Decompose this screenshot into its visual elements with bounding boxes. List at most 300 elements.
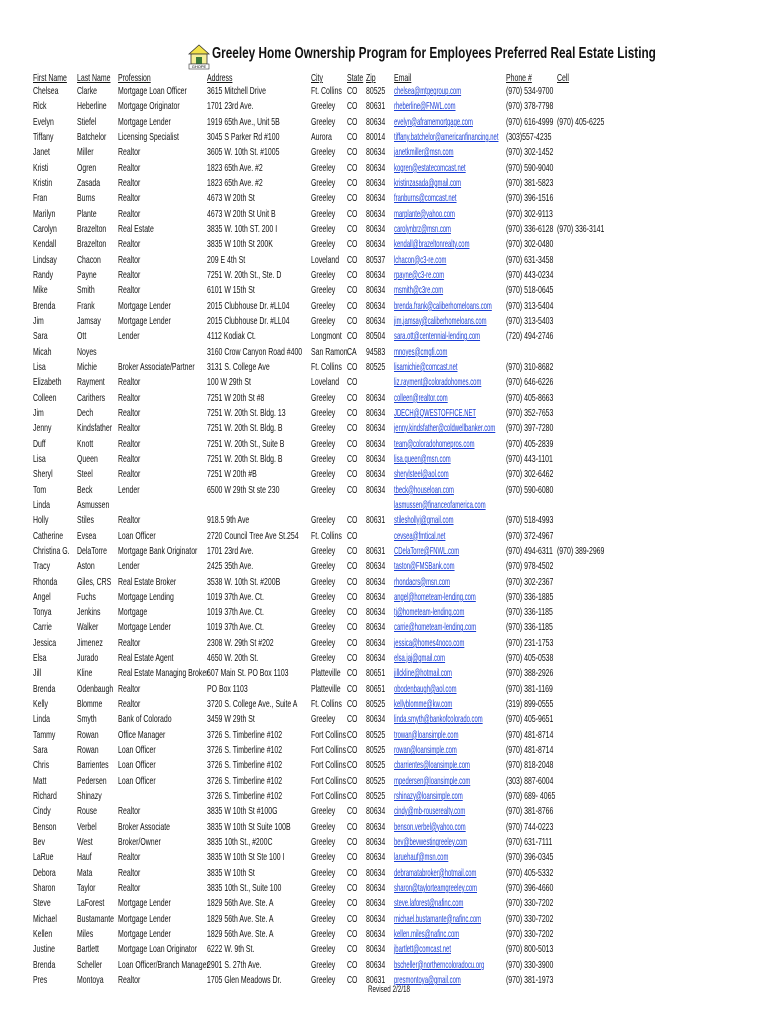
- cell-address: 1823 65th Ave. #2: [207, 176, 263, 189]
- table-row: [0, 651, 770, 666]
- cell-address: 209 E 4th St: [207, 253, 246, 266]
- cell-profession: Mortgage Loan Officer: [118, 85, 187, 97]
- cell-zip: 80537: [366, 253, 386, 266]
- cell-address: 3160 Crow Canyon Road #400: [207, 345, 303, 358]
- cell-last-name: Michie: [77, 360, 98, 373]
- cell-phone: (970) 396-4660: [506, 882, 554, 895]
- cell-profession: Mortgage Lender: [118, 115, 171, 128]
- cell-first-name: Tammy: [33, 728, 56, 741]
- cell-profession: Mortgage Lender: [118, 912, 171, 925]
- cell-email[interactable]: tj@hometeam-lending.com: [394, 606, 465, 619]
- cell-last-name: Montoya: [77, 974, 104, 987]
- cell-email[interactable]: lisa.queen@msn.com: [394, 452, 451, 465]
- table-row: [0, 253, 770, 268]
- cell-last-name: Pedersen: [77, 774, 107, 787]
- cell-cell: (970) 405-6225: [557, 115, 605, 128]
- cell-email[interactable]: cindy@mb-rouserealty.com: [394, 805, 466, 818]
- cell-phone: (970) 396-0345: [506, 851, 554, 864]
- cell-profession: Broker/Owner: [118, 836, 161, 849]
- cell-zip: 80634: [366, 590, 386, 603]
- cell-zip: 80634: [366, 268, 386, 281]
- cell-zip: 80525: [366, 728, 386, 741]
- table-row: [0, 774, 770, 789]
- cell-state: CO: [347, 790, 358, 803]
- cell-state: CO: [347, 529, 358, 542]
- cell-phone: (970) 302-6462: [506, 468, 554, 481]
- table-row: [0, 130, 770, 145]
- cell-phone: (970) 405-8663: [506, 391, 554, 404]
- cell-phone: (970) 631-3458: [506, 253, 554, 266]
- cell-first-name: Lisa: [33, 360, 46, 373]
- cell-phone: (970) 443-0234: [506, 268, 554, 281]
- cell-first-name: Michael: [33, 912, 57, 925]
- cell-first-name: Jessica: [33, 636, 57, 649]
- cell-zip: 80525: [366, 759, 386, 772]
- cell-profession: Real Estate Agent: [118, 652, 174, 665]
- cell-email[interactable]: bscheller@northerncoloradocu.org: [394, 958, 485, 971]
- cell-email[interactable]: carolynbrz@msn.com: [394, 222, 451, 235]
- cell-first-name: Tracy: [33, 560, 51, 573]
- cell-first-name: Jill: [33, 667, 42, 680]
- cell-address: 3726 S. Timberline #102: [207, 774, 283, 787]
- cell-email[interactable]: sara.ott@centennial-lending.com: [394, 330, 481, 343]
- cell-last-name: Rowan: [77, 728, 99, 741]
- cell-city: Ft. Collins: [311, 85, 342, 97]
- cell-address: 2308 W. 29th St #202: [207, 636, 274, 649]
- cell-email[interactable]: rhondacrs@msn.com: [394, 575, 450, 588]
- cell-state: CO: [347, 85, 358, 97]
- cell-state: CO: [347, 744, 358, 757]
- cell-phone: (970) 405-0538: [506, 652, 554, 665]
- cell-city: Greeley: [311, 222, 336, 235]
- cell-phone: (970) 336-1185: [506, 621, 553, 634]
- cell-city: Greeley: [311, 958, 336, 971]
- cell-city: Greeley: [311, 575, 336, 588]
- cell-last-name: Jenkins: [77, 606, 101, 619]
- table-row: [0, 314, 770, 329]
- cell-phone: (970) 396-1516: [506, 192, 554, 205]
- cell-state: CO: [347, 836, 358, 849]
- cell-email[interactable]: chelsea@mtgegroup.com: [394, 85, 462, 97]
- cell-first-name: Chris: [33, 759, 50, 772]
- cell-last-name: Mata: [77, 866, 93, 879]
- cell-email[interactable]: laruehauf@msn.com: [394, 851, 449, 864]
- house-logo-icon: [188, 44, 210, 70]
- cell-zip: 80634: [366, 958, 386, 971]
- cell-address: 3726 S. Timberline #102: [207, 790, 283, 803]
- cell-profession: Mortgage Bank Originator: [118, 544, 198, 557]
- cell-phone: (970) 388-2926: [506, 667, 554, 680]
- cell-city: Greeley: [311, 851, 336, 864]
- cell-zip: 80634: [366, 406, 386, 419]
- cell-state: CO: [347, 698, 358, 711]
- cell-phone: (970) 800-5013: [506, 943, 554, 956]
- cell-city: Greeley: [311, 299, 336, 312]
- cell-email[interactable]: jbartlett@comcast.net: [394, 943, 451, 956]
- cell-phone: (970) 231-1753: [506, 636, 554, 649]
- cell-address: 3131 S. College Ave: [207, 360, 270, 373]
- cell-zip: 80634: [366, 314, 386, 327]
- cell-state: CO: [347, 284, 358, 297]
- cell-state: CO: [347, 897, 358, 910]
- cell-phone: (970) 481-8714: [506, 728, 554, 741]
- cell-email[interactable]: rheberline@FNWL.com: [394, 100, 456, 113]
- header-cell: Cell: [557, 72, 569, 84]
- cell-city: Greeley: [311, 161, 336, 174]
- cell-city: Greeley: [311, 391, 336, 404]
- cell-state: CO: [347, 192, 358, 205]
- cell-zip: 80525: [366, 744, 386, 757]
- cell-last-name: Jamsay: [77, 314, 101, 327]
- cell-phone: (970) 818-2048: [506, 759, 554, 772]
- cell-email[interactable]: tiffany.batchelor@americanfinancing.net: [394, 130, 499, 143]
- cell-state: CO: [347, 299, 358, 312]
- cell-state: CO: [347, 958, 358, 971]
- cell-email[interactable]: steve.laforest@nafinc.com: [394, 897, 464, 910]
- cell-phone: (970) 310-8682: [506, 360, 554, 373]
- cell-email[interactable]: obodenbaugh@aol.com: [394, 682, 457, 695]
- cell-first-name: Catherine: [33, 529, 64, 542]
- cell-last-name: Scheller: [77, 958, 103, 971]
- cell-profession: Mortgage Lender: [118, 897, 171, 910]
- cell-state: CO: [347, 130, 358, 143]
- cell-zip: 80634: [366, 238, 386, 251]
- cell-state: CO: [347, 483, 358, 496]
- cell-last-name: Odenbaugh: [77, 682, 114, 695]
- cell-last-name: Shinazy: [77, 790, 102, 803]
- cell-last-name: Bustamante: [77, 912, 114, 925]
- cell-email[interactable]: debramatabroker@hotmail.com: [394, 866, 477, 879]
- cell-email[interactable]: michael.bustamante@nafinc.com: [394, 912, 482, 925]
- cell-address: 1705 Glen Meadows Dr.: [207, 974, 282, 987]
- cell-email[interactable]: cevsea@fmtical.net: [394, 529, 446, 542]
- cell-first-name: Duff: [33, 437, 46, 450]
- cell-address: 7251 W. 20th St., Suite B: [207, 437, 285, 450]
- cell-first-name: Christina G.: [33, 544, 70, 557]
- cell-profession: Realtor: [118, 636, 141, 649]
- table-row: [0, 559, 770, 574]
- cell-email[interactable]: cbarrientes@loansimple.com: [394, 759, 470, 772]
- cell-email[interactable]: taston@FMSBank.com: [394, 560, 455, 573]
- cell-state: CO: [347, 636, 358, 649]
- cell-phone: (970) 616-4999: [506, 115, 554, 128]
- cell-last-name: Jurado: [77, 652, 99, 665]
- cell-address: 918.5 9th Ave: [207, 514, 250, 527]
- cell-profession: Real Estate Broker: [118, 575, 177, 588]
- table-row: [0, 483, 770, 498]
- cell-state: CO: [347, 560, 358, 573]
- cell-city: Loveland: [311, 253, 340, 266]
- cell-phone: (970) 590-9040: [506, 161, 554, 174]
- cell-email[interactable]: liz.rayment@coloradohomes.com: [394, 376, 482, 389]
- cell-email[interactable]: lisamichie@comcast.net: [394, 360, 458, 373]
- header-profession: Profession: [118, 72, 151, 84]
- cell-city: Greeley: [311, 468, 336, 481]
- cell-email[interactable]: angel@hometeam-lending.com: [394, 590, 476, 603]
- cell-state: CO: [347, 360, 358, 373]
- cell-email[interactable]: bev@bevwestingreeley.com: [394, 836, 468, 849]
- cell-first-name: Carolyn: [33, 222, 57, 235]
- table-row: [0, 222, 770, 237]
- cell-zip: 80634: [366, 161, 386, 174]
- cell-address: 3835 W 10th St #100G: [207, 805, 278, 818]
- cell-profession: Mortgage Lending: [118, 590, 174, 603]
- cell-city: Greeley: [311, 866, 336, 879]
- header-first-name: First Name: [33, 72, 67, 84]
- cell-email[interactable]: linda.smyth@bankofcolorado.com: [394, 713, 483, 726]
- cell-city: Greeley: [311, 652, 336, 665]
- cell-address: 4650 W. 20th St.: [207, 652, 259, 665]
- cell-email[interactable]: franburns@comcast.net: [394, 192, 457, 205]
- cell-zip: 80634: [366, 943, 386, 956]
- cell-email[interactable]: mpedersen@loansimple.com: [394, 774, 471, 787]
- cell-state: CO: [347, 468, 358, 481]
- cell-profession: Realtor: [118, 468, 141, 481]
- cell-address: 7251 W 20th St #8: [207, 391, 265, 404]
- cell-address: 6222 W. 9th St.: [207, 943, 255, 956]
- table-row: [0, 345, 770, 360]
- cell-phone: (319) 899-0555: [506, 698, 554, 711]
- cell-zip: 80634: [366, 805, 386, 818]
- cell-city: Greeley: [311, 314, 336, 327]
- table-row: [0, 237, 770, 252]
- cell-address: 3615 Mitchell Drive: [207, 85, 266, 97]
- cell-phone: (970) 302-1452: [506, 146, 554, 159]
- table-row: [0, 391, 770, 406]
- cell-last-name: Blomme: [77, 698, 103, 711]
- cell-last-name: Verbel: [77, 820, 97, 833]
- cell-last-name: Batchelor: [77, 130, 107, 143]
- cell-phone: (970) 302-0480: [506, 238, 554, 251]
- cell-email[interactable]: JDECH@QWESTOFFICE.NET: [394, 406, 476, 419]
- cell-address: 3835 W. 10th ST. 200 I: [207, 222, 278, 235]
- cell-address: 7251 W. 20th St., Ste. D: [207, 268, 282, 281]
- cell-email[interactable]: rshinazy@loansimple.com: [394, 790, 463, 803]
- cell-email[interactable]: janetkmiller@msn.com: [394, 146, 454, 159]
- cell-first-name: Marilyn: [33, 207, 56, 220]
- cell-zip: 80651: [366, 682, 386, 695]
- logo-text: GHOPE: [191, 64, 207, 70]
- header-state: State: [347, 72, 364, 84]
- cell-city: Greeley: [311, 100, 336, 113]
- cell-email[interactable]: stileshollyj@gmail.com: [394, 514, 454, 527]
- cell-first-name: Kelly: [33, 698, 49, 711]
- cell-zip: 80634: [366, 437, 386, 450]
- cell-zip: 80631: [366, 514, 386, 527]
- cell-state: CO: [347, 146, 358, 159]
- cell-profession: Mortgage Loan Originator: [118, 943, 197, 956]
- cell-email[interactable]: benson.verbel@yahoo.com: [394, 820, 466, 833]
- cell-first-name: Angel: [33, 590, 51, 603]
- header-phone: Phone #: [506, 72, 532, 84]
- cell-email[interactable]: elsa.jaj@gmail.com: [394, 652, 446, 665]
- cell-city: Greeley: [311, 912, 336, 925]
- cell-phone: (970) 372-4967: [506, 529, 554, 542]
- table-row: [0, 207, 770, 222]
- cell-last-name: Kindsfather: [77, 422, 113, 435]
- cell-zip: 80634: [366, 422, 386, 435]
- cell-profession: Loan Officer/Branch Manager: [118, 958, 209, 971]
- cell-city: Fort Collins: [311, 744, 347, 757]
- cell-state: CO: [347, 253, 358, 266]
- cell-phone: (970) 646-6226: [506, 376, 554, 389]
- cell-last-name: Beck: [77, 483, 93, 496]
- cell-city: Greeley: [311, 590, 336, 603]
- cell-city: Greeley: [311, 176, 336, 189]
- cell-email[interactable]: msmith@c3re.com: [394, 284, 444, 297]
- cell-profession: Realtor: [118, 437, 141, 450]
- table-row: [0, 498, 770, 513]
- cell-city: Greeley: [311, 268, 336, 281]
- cell-zip: 80634: [366, 299, 386, 312]
- cell-phone: (303) 887-6004: [506, 774, 554, 787]
- cell-address: 3835 10th St., Suite 100: [207, 882, 282, 895]
- cell-phone: (970) 481-8714: [506, 744, 554, 757]
- cell-zip: 80634: [366, 636, 386, 649]
- cell-city: Platteville: [311, 667, 341, 680]
- cell-profession: Mortgage Lender: [118, 928, 171, 941]
- cell-last-name: Frank: [77, 299, 95, 312]
- header-address: Address: [207, 72, 233, 84]
- cell-email[interactable]: sherylsteel@aol.com: [394, 468, 449, 481]
- cell-email[interactable]: jim.jamsay@caliberhomeloans.com: [394, 314, 487, 327]
- cell-zip: 80634: [366, 820, 386, 833]
- cell-zip: 80634: [366, 222, 386, 235]
- cell-address: 3835 W 10th St 200K: [207, 238, 273, 251]
- cell-address: 607 Main St. PO Box 1103: [207, 667, 289, 680]
- table-row: [0, 360, 770, 375]
- cell-profession: Loan Officer: [118, 744, 156, 757]
- cell-phone: (970) 352-7653: [506, 406, 554, 419]
- cell-profession: Real Estate: [118, 222, 154, 235]
- cell-phone: (303)557-4235: [506, 130, 552, 143]
- cell-email[interactable]: team@coloradohomepros.com: [394, 437, 475, 450]
- cell-city: Greeley: [311, 621, 336, 634]
- table-row: [0, 620, 770, 635]
- cell-phone: (970) 378-7798: [506, 100, 554, 113]
- cell-email[interactable]: rowan@loansimple.com: [394, 744, 457, 757]
- cell-last-name: Carithers: [77, 391, 106, 404]
- cell-city: Fort Collins: [311, 759, 347, 772]
- cell-email[interactable]: mnoyes@cmgfi.com: [394, 345, 448, 358]
- cell-email[interactable]: carrie@hometeam-lending.com: [394, 621, 477, 634]
- cell-last-name: Clarke: [77, 85, 98, 97]
- cell-address: 3835 W 10th St: [207, 866, 255, 879]
- cell-email[interactable]: jessica@homes4noco.com: [394, 636, 465, 649]
- cell-email[interactable]: lasmussen@financeofamerica.com: [394, 498, 486, 511]
- cell-last-name: Taylor: [77, 882, 96, 895]
- cell-phone: (970) 336-1185: [506, 606, 553, 619]
- cell-first-name: Tonya: [33, 606, 52, 619]
- cell-city: Greeley: [311, 238, 336, 251]
- cell-first-name: Elizabeth: [33, 376, 62, 389]
- cell-city: Aurora: [311, 130, 332, 143]
- cell-email[interactable]: brenda.frank@caliberhomeloans.com: [394, 299, 492, 312]
- cell-address: 6500 W 29th St ste 230: [207, 483, 280, 496]
- cell-email[interactable]: colleen@realtor.com: [394, 391, 448, 404]
- table-row: [0, 329, 770, 344]
- cell-first-name: Linda: [33, 498, 50, 511]
- cell-city: Greeley: [311, 452, 336, 465]
- cell-state: CO: [347, 652, 358, 665]
- cell-state: CO: [347, 866, 358, 879]
- cell-email[interactable]: presmontoya@gmail.com: [394, 974, 461, 987]
- table-row: [0, 115, 770, 130]
- cell-email[interactable]: sharon@taylorteamgreeley.com: [394, 882, 477, 895]
- cell-state: CO: [347, 667, 358, 680]
- cell-address: 7251 W 20th #B: [207, 468, 257, 481]
- cell-address: 7251 W. 20th St. Bldg. 13: [207, 406, 286, 419]
- cell-state: CO: [347, 805, 358, 818]
- cell-email[interactable]: tbeck@houseloan.com: [394, 483, 454, 496]
- cell-phone: (970) 336-1885: [506, 590, 554, 603]
- cell-last-name: Giles, CRS: [77, 575, 112, 588]
- cell-email[interactable]: rpayne@c3-re.com: [394, 268, 445, 281]
- table-row: [0, 575, 770, 590]
- cell-profession: Loan Officer: [118, 759, 156, 772]
- listing-table: [0, 84, 770, 988]
- cell-profession: Realtor: [118, 284, 141, 297]
- cell-email[interactable]: marplante@yahoo.com: [394, 207, 455, 220]
- table-row: [0, 743, 770, 758]
- cell-phone: (970) 313-5404: [506, 299, 554, 312]
- cell-zip: 80634: [366, 606, 386, 619]
- cell-state: CO: [347, 452, 358, 465]
- cell-email[interactable]: kristinzasada@gmail.com: [394, 176, 462, 189]
- cell-email[interactable]: kogren@estatecomcast.net: [394, 161, 466, 174]
- cell-profession: Realtor: [118, 376, 141, 389]
- table-row: [0, 605, 770, 620]
- table-row: [0, 191, 770, 206]
- cell-address: 2425 35th Ave.: [207, 560, 254, 573]
- cell-first-name: Holly: [33, 514, 49, 527]
- cell-last-name: Burns: [77, 192, 96, 205]
- cell-profession: Realtor: [118, 192, 141, 205]
- cell-email[interactable]: kendall@brazeltonrealty.com: [394, 238, 470, 251]
- cell-email[interactable]: trowan@loansimple.com: [394, 728, 459, 741]
- cell-address: 100 W 29th St: [207, 376, 251, 389]
- cell-first-name: Sara: [33, 744, 48, 757]
- cell-first-name: Jim: [33, 314, 44, 327]
- cell-last-name: Walker: [77, 621, 99, 634]
- cell-address: 3835 10th St., #200C: [207, 836, 273, 849]
- cell-city: Greeley: [311, 943, 336, 956]
- cell-city: Greeley: [311, 437, 336, 450]
- cell-address: 3045 S Parker Rd #100: [207, 130, 280, 143]
- cell-city: Greeley: [311, 974, 336, 987]
- cell-last-name: Noyes: [77, 345, 97, 358]
- cell-address: 1701 23rd Ave.: [207, 544, 254, 557]
- header-city: City: [311, 72, 323, 84]
- cell-email[interactable]: lchacon@c3-re.com: [394, 253, 447, 266]
- cell-address: 2901 S. 27th Ave.: [207, 958, 262, 971]
- cell-phone: (970) 744-0223: [506, 820, 554, 833]
- cell-email[interactable]: evelyn@aframemortgage.com: [394, 115, 473, 128]
- cell-city: Loveland: [311, 376, 340, 389]
- cell-email[interactable]: kellen.miles@nafinc.com: [394, 928, 460, 941]
- cell-email[interactable]: CDelaTorre@FNWL.com: [394, 544, 460, 557]
- cell-zip: 80525: [366, 85, 386, 97]
- page-header: [0, 40, 770, 74]
- cell-last-name: Stiefel: [77, 115, 97, 128]
- cell-email[interactable]: jenny.kindsfather@coldwellbanker.com: [394, 422, 496, 435]
- cell-city: Greeley: [311, 207, 336, 220]
- cell-zip: 80634: [366, 115, 386, 128]
- cell-email[interactable]: jillckline@hotmail.com: [394, 667, 452, 680]
- cell-first-name: Brenda: [33, 299, 56, 312]
- cell-address: 4112 Kodiak Ct.: [207, 330, 256, 343]
- cell-email[interactable]: kellyblomme@kw.com: [394, 698, 453, 711]
